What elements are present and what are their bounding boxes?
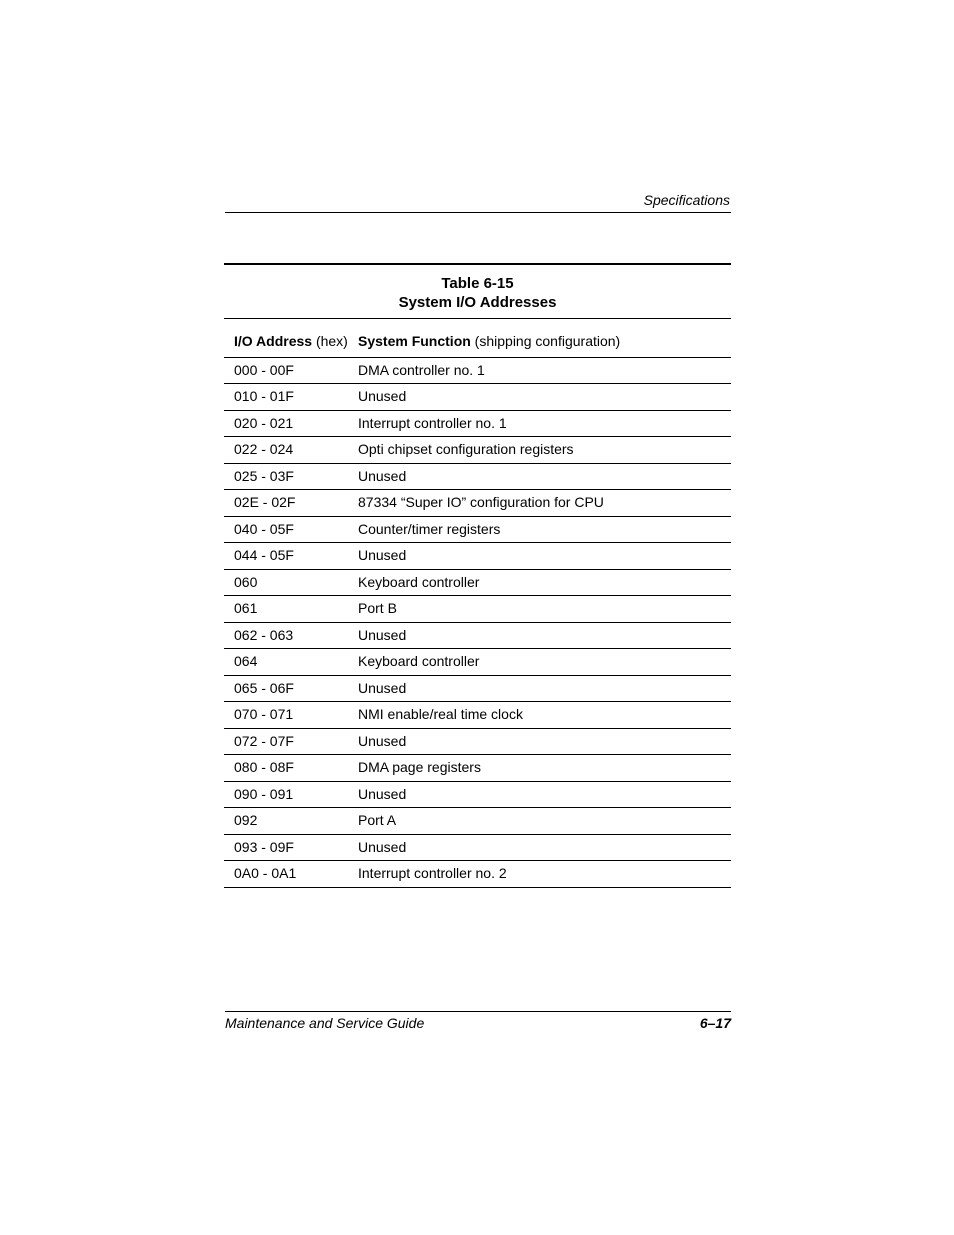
io-address-table <box>224 319 731 888</box>
system-function-cell: Opti chipset configuration registers <box>358 437 731 464</box>
io-address-cell: 070 - 071 <box>224 702 358 729</box>
system-function-cell: Unused <box>358 781 731 808</box>
table-body <box>224 357 731 887</box>
system-function-cell: DMA page registers <box>358 755 731 782</box>
table-row <box>224 702 731 729</box>
table-row <box>224 728 731 755</box>
system-function-cell: Interrupt controller no. 2 <box>358 861 731 888</box>
table-row <box>224 808 731 835</box>
column-header-system-function <box>358 319 731 357</box>
system-function-cell: Port A <box>358 808 731 835</box>
table-title: System I/O Addresses <box>398 294 557 311</box>
io-address-cell: 0A0 - 0A1 <box>224 861 358 888</box>
system-function-cell: Unused <box>358 463 731 490</box>
io-address-cell: 061 <box>224 596 358 623</box>
system-function-cell: Unused <box>358 675 731 702</box>
system-function-cell: 87334 “Super IO” configuration for CPU <box>358 490 731 517</box>
table-row <box>224 384 731 411</box>
system-function-cell: Unused <box>358 622 731 649</box>
table-row <box>224 596 731 623</box>
io-address-cell: 090 - 091 <box>224 781 358 808</box>
table-row <box>224 437 731 464</box>
column-header-qualifier: (hex) <box>312 333 348 349</box>
running-header <box>225 190 731 213</box>
io-address-cell: 02E - 02F <box>224 490 358 517</box>
table-row <box>224 490 731 517</box>
table-header-row <box>224 319 731 357</box>
table-number: Table 6-15 <box>441 275 514 292</box>
table-row <box>224 781 731 808</box>
page-footer <box>225 1011 731 1036</box>
table-caption <box>224 263 731 319</box>
table-row <box>224 675 731 702</box>
system-function-cell: Unused <box>358 728 731 755</box>
system-function-cell: Counter/timer registers <box>358 516 731 543</box>
io-address-cell: 025 - 03F <box>224 463 358 490</box>
system-function-cell: Keyboard controller <box>358 569 731 596</box>
io-address-cell: 022 - 024 <box>224 437 358 464</box>
guide-title: Maintenance and Service Guide <box>225 1015 425 1031</box>
io-address-cell: 072 - 07F <box>224 728 358 755</box>
column-header-bold: System Function <box>358 333 471 349</box>
io-address-cell: 092 <box>224 808 358 835</box>
io-address-cell: 080 - 08F <box>224 755 358 782</box>
io-address-cell: 064 <box>224 649 358 676</box>
io-address-cell: 093 - 09F <box>224 834 358 861</box>
column-header-bold: I/O Address <box>234 333 313 349</box>
system-function-cell: Port B <box>358 596 731 623</box>
io-address-cell: 065 - 06F <box>224 675 358 702</box>
system-function-cell: Keyboard controller <box>358 649 731 676</box>
table-row <box>224 834 731 861</box>
system-function-cell: Unused <box>358 834 731 861</box>
io-address-cell: 044 - 05F <box>224 543 358 570</box>
column-header-io-address <box>224 319 358 357</box>
table-row <box>224 410 731 437</box>
table-row <box>224 861 731 888</box>
system-function-cell: Interrupt controller no. 1 <box>358 410 731 437</box>
table-row <box>224 755 731 782</box>
io-address-cell: 000 - 00F <box>224 357 358 384</box>
table-row <box>224 543 731 570</box>
system-function-cell: DMA controller no. 1 <box>358 357 731 384</box>
section-title: Specifications <box>643 192 730 208</box>
system-function-cell: Unused <box>358 543 731 570</box>
table-row <box>224 463 731 490</box>
io-address-table-block <box>224 263 731 888</box>
io-address-cell: 020 - 021 <box>224 410 358 437</box>
io-address-cell: 040 - 05F <box>224 516 358 543</box>
io-address-cell: 010 - 01F <box>224 384 358 411</box>
table-row <box>224 516 731 543</box>
page-number: 6–17 <box>699 1015 731 1031</box>
table-row <box>224 569 731 596</box>
table-row <box>224 649 731 676</box>
system-function-cell: Unused <box>358 384 731 411</box>
io-address-cell: 062 - 063 <box>224 622 358 649</box>
column-header-qualifier: (shipping configuration) <box>470 333 621 349</box>
table-row <box>224 357 731 384</box>
system-function-cell: NMI enable/real time clock <box>358 702 731 729</box>
io-address-cell: 060 <box>224 569 358 596</box>
table-row <box>224 622 731 649</box>
